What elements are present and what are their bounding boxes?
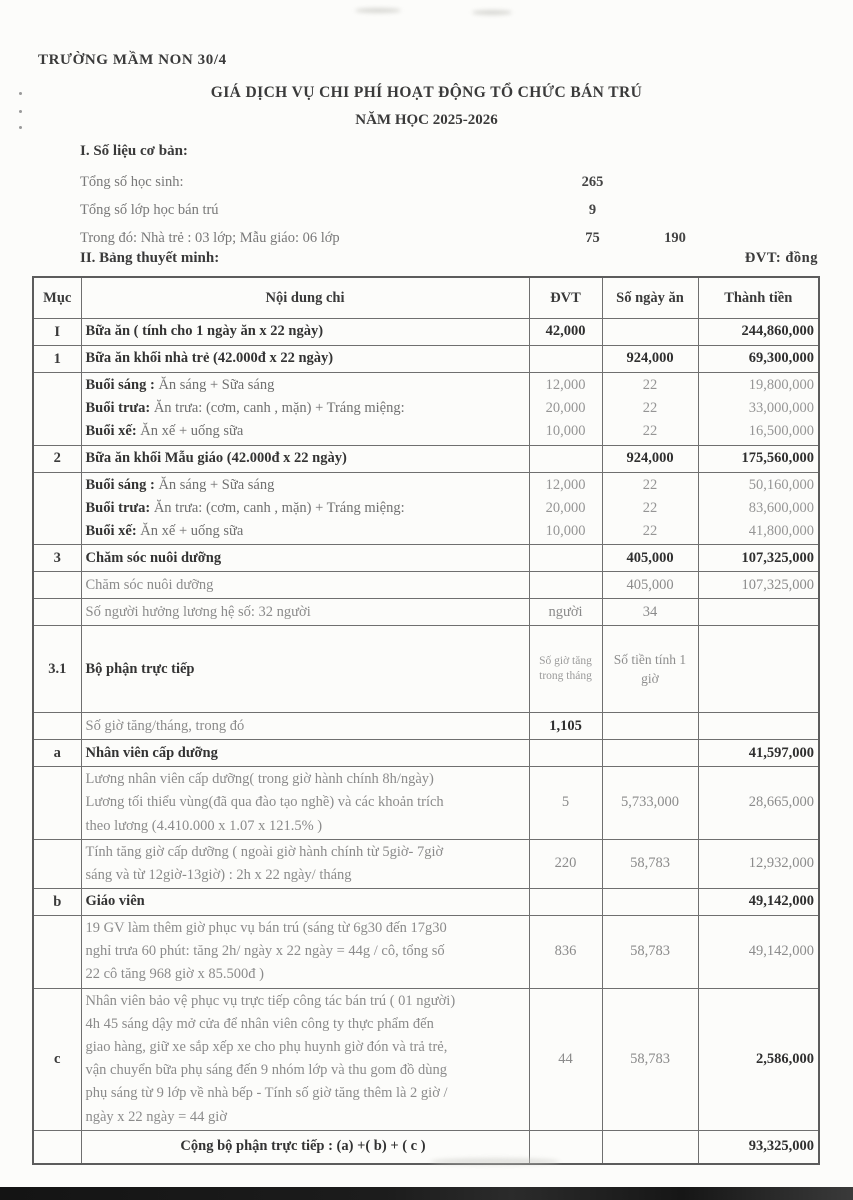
value-dvt: 836: [554, 943, 577, 960]
value-total: 28,665,000: [748, 794, 814, 811]
section-1-heading: I. Số liệu cơ bản:: [80, 143, 188, 159]
cell-dvt: [529, 839, 602, 888]
cell-total: [698, 767, 819, 840]
cell-content: [81, 572, 529, 599]
unit-note: ĐVT: đồng: [744, 250, 818, 266]
cell-total: [698, 445, 819, 472]
content-text: giao hàng, giữ xe sắp xếp xe cho phụ huynh giờ đón và trả trẻ,: [85, 1039, 448, 1055]
document-subtitle: NĂM HỌC 2025-2026: [355, 112, 498, 128]
value-dvt: 20,000: [545, 400, 586, 417]
value-total: 41,597,000: [748, 744, 814, 761]
cell-days: [602, 740, 698, 767]
cell-total: [698, 839, 819, 888]
value-total: 244,860,000: [741, 323, 814, 340]
value-total: 49,142,000: [748, 893, 814, 910]
cell-days: [602, 545, 698, 572]
cell-total: [698, 545, 819, 572]
cell-muc: [33, 1130, 81, 1164]
value-days: 924,000: [626, 350, 674, 367]
value-total: 69,300,000: [748, 350, 814, 367]
table-row: [33, 713, 819, 740]
cell-dvt: [529, 445, 602, 472]
cell-total: [698, 319, 819, 346]
cell-muc: [33, 713, 81, 740]
scan-smudge: [430, 1158, 560, 1165]
cell-total: [698, 472, 819, 545]
content-text: Ăn sáng + Sữa sáng: [154, 377, 275, 393]
cell-days: [602, 988, 698, 1130]
cell-muc: [33, 319, 81, 346]
value-total: 49,142,000: [748, 943, 814, 960]
cell-muc: [33, 373, 81, 446]
header-noi-dung-chi: Nội dung chi: [81, 277, 529, 319]
table-header-row: [33, 277, 819, 319]
cell-dvt: [529, 713, 602, 740]
cell-content: [81, 740, 529, 767]
cell-total: [698, 713, 819, 740]
value-dvt: 20,000: [545, 499, 586, 516]
value-total: 93,325,000: [748, 1138, 814, 1155]
value-dvt: 5: [561, 794, 570, 811]
cell-content: [81, 839, 529, 888]
table-row: [33, 472, 819, 545]
basic-stats: [0, 168, 820, 252]
table-row: [33, 572, 819, 599]
content-text: ngày x 22 ngày = 44 giờ: [85, 1108, 227, 1125]
cell-days: [602, 839, 698, 888]
value-dvt: người: [548, 603, 583, 620]
cell-days: [602, 572, 698, 599]
value-dvt: 10,000: [545, 522, 586, 539]
row-muc: 3.1: [48, 660, 67, 677]
value-days: 22: [642, 400, 658, 417]
scan-dot-mark: [19, 92, 22, 95]
cell-muc: [33, 916, 81, 989]
cell-days: [602, 373, 698, 446]
table-row: [33, 626, 819, 713]
cell-total: [698, 1130, 819, 1164]
stat-row-classes: [0, 196, 820, 224]
value-total: 19,800,000: [748, 377, 814, 393]
value-days: 22: [642, 423, 658, 440]
cell-content: [81, 713, 529, 740]
table-row: [33, 599, 819, 626]
stat-label: Tổng số lớp học bán trú: [80, 201, 219, 218]
stat-value: 9: [588, 201, 597, 218]
content-text: Số người hưởng lương hệ số: 32 người: [85, 603, 311, 620]
value-total: 2,586,000: [756, 1050, 814, 1067]
content-text: Ăn xế + uống sữa: [136, 522, 244, 539]
cell-dvt: [529, 740, 602, 767]
header-muc: Mục: [33, 277, 81, 319]
value-total: 83,600,000: [748, 499, 814, 516]
row-muc: 1: [53, 350, 61, 367]
stat-value: 190: [664, 229, 686, 246]
cell-days: [602, 319, 698, 346]
cell-days: [602, 626, 698, 713]
table-row: [33, 988, 819, 1130]
section-2-row: [80, 250, 818, 267]
header-so-ngay-an: Số ngày ăn: [602, 277, 698, 319]
cell-muc: [33, 445, 81, 472]
table-row: [33, 839, 819, 888]
stat-row-breakdown: [0, 224, 820, 252]
table-row: [33, 445, 819, 472]
cell-muc: [33, 988, 81, 1130]
content-bold: Giáo viên: [85, 893, 145, 910]
cell-content: [81, 445, 529, 472]
row-muc: a: [53, 744, 61, 761]
cell-content: [81, 767, 529, 840]
cell-days: [602, 1130, 698, 1164]
table-row: [33, 889, 819, 916]
cell-total: [698, 916, 819, 989]
content-text: nghỉ trưa 60 phút: tăng 2h/ ngày x 22 ngày = 44g / cô, tổng số: [85, 943, 445, 960]
content-bold: Bộ phận trực tiếp: [85, 660, 195, 677]
cell-dvt: [529, 472, 602, 545]
value-days: 58,783: [630, 855, 670, 872]
content-text: Ăn trưa: (cơm, canh , mặn) + Tráng miệng:: [150, 499, 405, 516]
value-days: 22: [642, 522, 658, 539]
content-text: Tính tăng giờ cấp dưỡng ( ngoài giờ hành chính từ 5giờ- 7giờ: [85, 843, 444, 860]
cell-days: [602, 916, 698, 989]
cell-total: [698, 572, 819, 599]
row-muc: I: [54, 323, 61, 340]
cell-dvt: [529, 319, 602, 346]
value-dvt: 42,000: [545, 323, 586, 340]
value-days: 22: [642, 499, 658, 516]
value-total: 107,325,000: [741, 549, 814, 566]
row-muc: 2: [53, 450, 61, 467]
table-row: [33, 740, 819, 767]
table-row: [33, 1130, 819, 1164]
cell-dvt: [529, 373, 602, 446]
cell-total: [698, 889, 819, 916]
content-bold: Buổi trưa:: [85, 400, 151, 417]
stat-label: Tổng số học sinh:: [80, 173, 184, 190]
scan-smudge: [355, 8, 401, 13]
value-days: 405,000: [626, 549, 674, 566]
row-muc: b: [53, 893, 62, 910]
value-dvt: 44: [558, 1050, 573, 1067]
cell-days: [602, 472, 698, 545]
value-total: 33,000,000: [748, 400, 814, 417]
table-row: [33, 346, 819, 373]
cell-content: [81, 346, 529, 373]
cell-dvt: [529, 916, 602, 989]
value-dvt: 12,000: [545, 377, 586, 393]
content-bold: Buổi xế:: [85, 522, 137, 539]
value-days: 5,733,000: [621, 794, 679, 811]
header-dvt: ĐVT: [529, 277, 602, 319]
content-text: Ăn xế + uống sữa: [136, 423, 244, 440]
cell-dvt: [529, 346, 602, 373]
section-2-heading: II. Bảng thuyết minh:: [80, 250, 220, 266]
content-text: 22 cô tăng 968 giờ x 85.500đ ): [85, 966, 264, 983]
content-text: phụ sáng từ 9 lớp về nhà bếp - Tính số giờ tăng thêm là 2 giờ /: [85, 1085, 448, 1102]
cost-table: [32, 276, 820, 1165]
cell-muc: [33, 626, 81, 713]
cell-total: [698, 346, 819, 373]
cell-content: [81, 889, 529, 916]
content-text: Ăn trưa: (cơm, canh , mặn) + Tráng miệng:: [150, 400, 405, 417]
value-total: 12,932,000: [748, 855, 814, 872]
value-total: 41,800,000: [748, 522, 814, 539]
cell-content: [81, 626, 529, 713]
cell-days: [602, 713, 698, 740]
cell-content: [81, 472, 529, 545]
scan-artifact-bottom-bar: [0, 1187, 853, 1200]
value-total: 107,325,000: [741, 576, 814, 593]
cell-total: [698, 988, 819, 1130]
cell-muc: [33, 767, 81, 840]
table-row: [33, 767, 819, 840]
table-row: [33, 916, 819, 989]
content-text: Ăn sáng + Sữa sáng: [154, 476, 275, 493]
table-row: [33, 373, 819, 446]
content-bold: Bữa ăn ( tính cho 1 ngày ăn x 22 ngày): [85, 323, 324, 340]
cell-muc: [33, 545, 81, 572]
content-text: sáng và từ 12giờ-13giờ) : 2h x 22 ngày/ tháng: [85, 866, 352, 883]
cell-dvt: [529, 599, 602, 626]
cell-total: [698, 740, 819, 767]
cell-dvt: [529, 889, 602, 916]
value-dvt: 12,000: [545, 476, 586, 493]
content-bold: Cộng bộ phận trực tiếp : (a) +( b) + ( c ): [180, 1138, 426, 1155]
document-title: GIÁ DỊCH VỤ CHI PHÍ HOẠT ĐỘNG TỔ CHỨC BÁN TRÚ: [210, 84, 643, 101]
value-dvt: Số giờ tăng trong tháng: [539, 654, 592, 683]
cell-total: [698, 626, 819, 713]
cell-total: [698, 373, 819, 446]
stat-row-students: [0, 168, 820, 196]
value-total: 16,500,000: [748, 423, 814, 440]
cell-dvt: [529, 988, 602, 1130]
cell-dvt: [529, 545, 602, 572]
value-days: Số tiền tính 1 giờ: [613, 651, 687, 687]
content-bold: Buổi trưa:: [85, 499, 151, 516]
cell-muc: [33, 889, 81, 916]
content-bold: Buổi sáng :: [85, 476, 155, 493]
content-text: Số giờ tăng/tháng, trong đó: [85, 717, 245, 734]
cell-muc: [33, 740, 81, 767]
scan-smudge: [472, 10, 512, 15]
value-days: 58,783: [630, 943, 670, 960]
cell-muc: [33, 346, 81, 373]
scan-dot-mark: [19, 110, 22, 113]
value-days: 22: [642, 476, 658, 493]
table-row: [33, 319, 819, 346]
content-bold: Buổi sáng :: [85, 377, 155, 393]
cell-days: [602, 445, 698, 472]
row-muc: c: [54, 1050, 61, 1067]
content-text: theo lương (4.410.000 x 1.07 x 121.5% ): [85, 817, 323, 834]
stat-value: 75: [585, 229, 600, 246]
value-total: 175,560,000: [741, 449, 814, 466]
cell-content: [81, 373, 529, 446]
cell-content: [81, 916, 529, 989]
content-bold: Nhân viên cấp dưỡng: [85, 744, 218, 761]
table-row: [33, 545, 819, 572]
row-muc: 3: [53, 549, 61, 566]
cell-content: [81, 988, 529, 1130]
content-bold: Bữa ăn khối Mẫu giáo (42.000đ x 22 ngày): [85, 449, 347, 466]
stat-value: 265: [581, 173, 604, 190]
school-name: TRƯỜNG MẦM NON 30/4: [38, 52, 227, 68]
header-thanh-tien: Thành tiền: [698, 277, 819, 319]
cell-days: [602, 767, 698, 840]
content-text: Lương nhân viên cấp dưỡng( trong giờ hành chính 8h/ngày): [85, 771, 434, 788]
content-bold: Bữa ăn khối nhà trẻ (42.000đ x 22 ngày): [85, 350, 334, 367]
stat-label: Trong đó: Nhà trẻ : 03 lớp; Mẫu giáo: 06 lớp: [80, 229, 340, 246]
cell-content: [81, 319, 529, 346]
content-text: Nhân viên bảo vệ phục vụ trực tiếp công tác bán trú ( 01 người): [85, 992, 456, 1009]
cell-muc: [33, 599, 81, 626]
content-bold: Chăm sóc nuôi dưỡng: [85, 549, 222, 566]
content-text: vận chuyển bữa phụ sáng đến 9 nhóm lớp và thu gom đồ dùng: [85, 1062, 447, 1079]
content-text: Lương tối thiểu vùng(đã qua đào tạo nghề) và các khoản trích: [85, 794, 444, 811]
value-dvt: 10,000: [545, 423, 586, 440]
cell-days: [602, 346, 698, 373]
cell-dvt: [529, 572, 602, 599]
value-days: 58,783: [630, 1050, 670, 1067]
value-days: 34: [642, 603, 658, 620]
value-dvt: 220: [554, 855, 577, 872]
value-total: 50,160,000: [748, 476, 814, 493]
cell-muc: [33, 472, 81, 545]
cell-muc: [33, 839, 81, 888]
content-text: 19 GV làm thêm giờ phục vụ bán trú (sáng từ 6g30 đến 17g30: [85, 920, 447, 937]
content-text: Chăm sóc nuôi dưỡng: [85, 576, 214, 593]
content-bold: Buổi xế:: [85, 423, 137, 440]
value-days: 405,000: [626, 576, 674, 593]
value-dvt: 1,105: [549, 717, 582, 734]
cell-muc: [33, 572, 81, 599]
cell-content: [81, 545, 529, 572]
value-days: 924,000: [626, 449, 674, 466]
cell-dvt: [529, 626, 602, 713]
cell-days: [602, 889, 698, 916]
cell-dvt: [529, 767, 602, 840]
scan-dot-mark: [19, 126, 22, 129]
cell-days: [602, 599, 698, 626]
content-text: 4h 45 sáng dậy mở cửa để nhân viên công ty thực phẩm đến: [85, 1015, 434, 1032]
value-days: 22: [642, 377, 658, 393]
cell-content: [81, 599, 529, 626]
cell-total: [698, 599, 819, 626]
